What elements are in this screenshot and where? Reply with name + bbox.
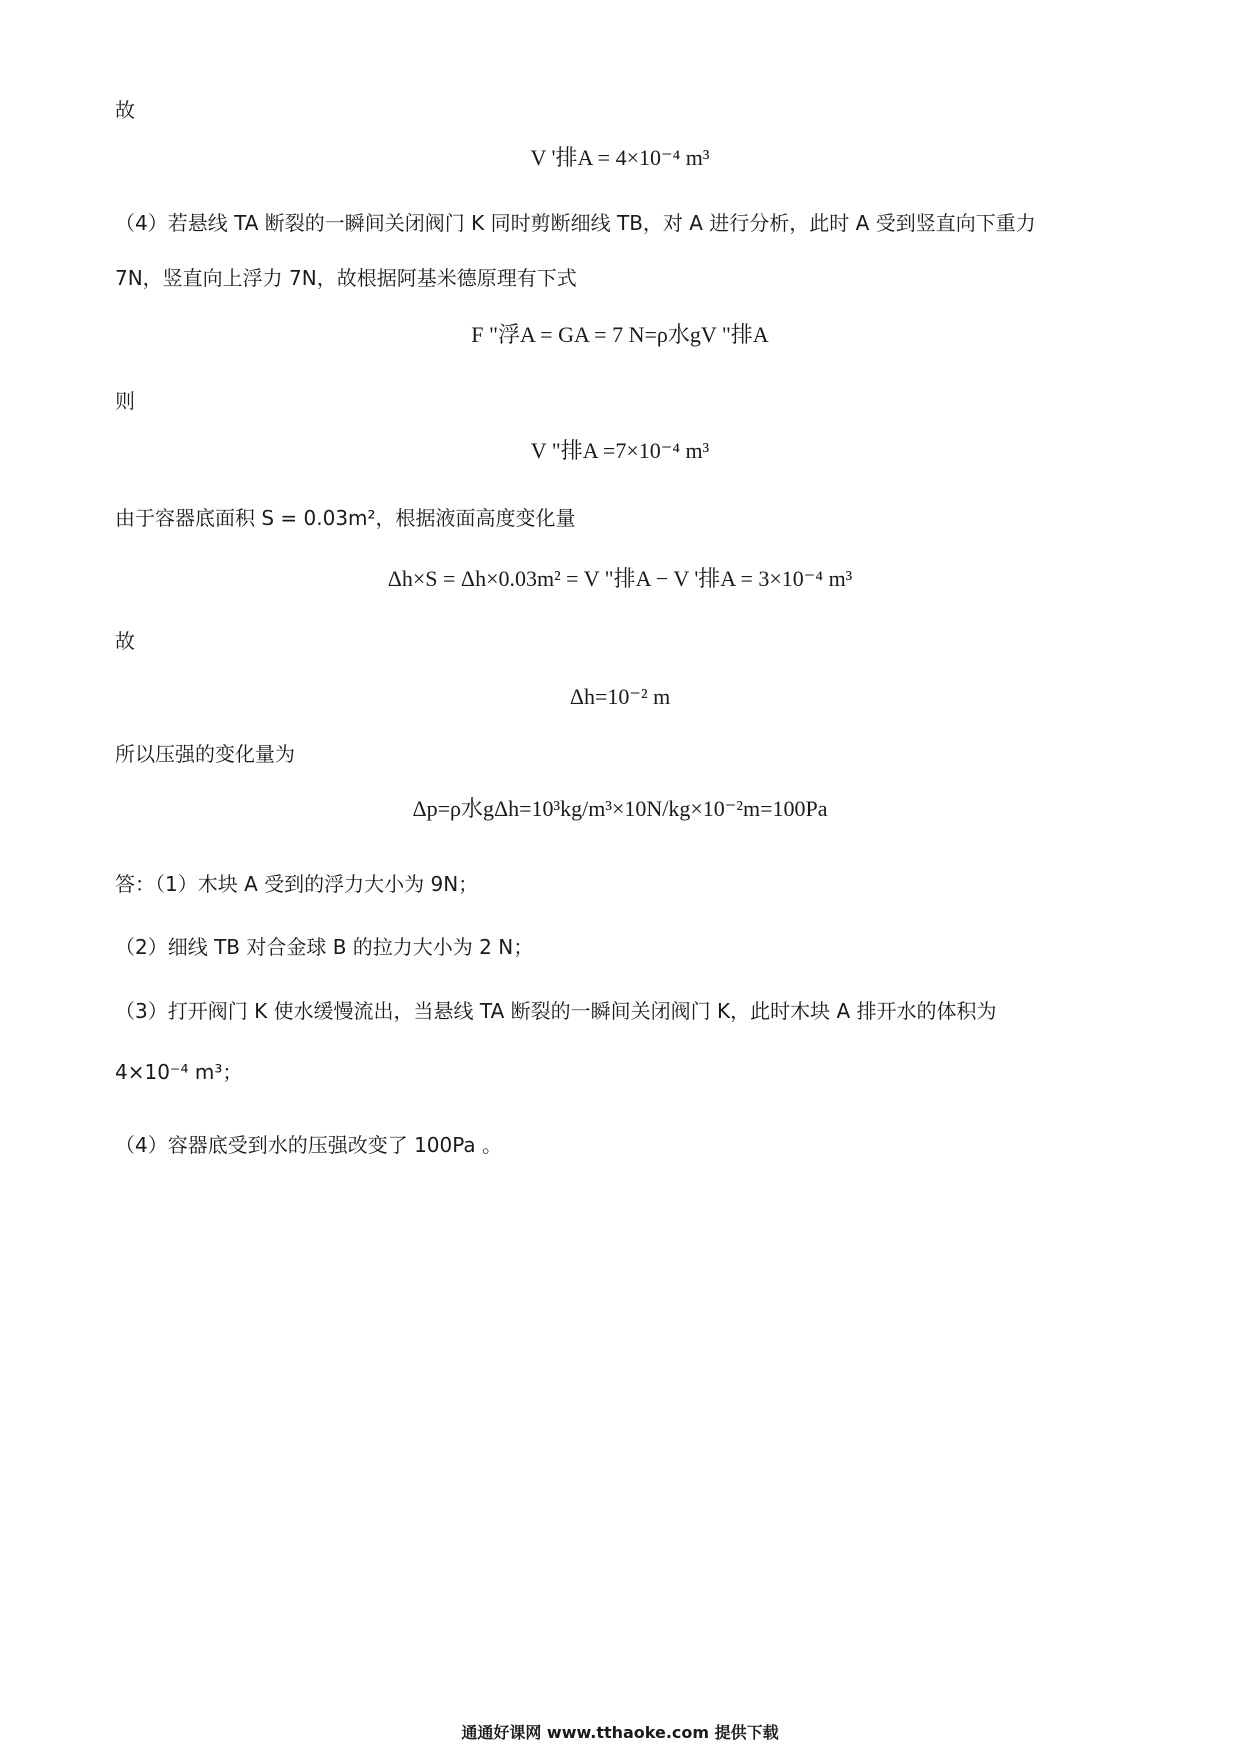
paragraph-line: 故	[115, 629, 135, 653]
paragraph-line: 7N，竖直向上浮力 7N，故根据阿基米德原理有下式	[115, 266, 577, 290]
formula: Δp=ρ水gΔh=10³kg/m³×10N/kg×10⁻²m=100Pa	[412, 796, 828, 821]
paragraph-line: 则	[115, 389, 135, 413]
formula: V "排A =7×10⁻⁴ m³	[530, 438, 710, 463]
paragraph-line: 所以压强的变化量为	[115, 742, 295, 766]
formula: F "浮A = GA = 7 N=ρ水gV "排A	[471, 322, 769, 347]
formula: Δh=10⁻² m	[569, 684, 671, 709]
formula: V '排A = 4×10⁻⁴ m³	[530, 145, 710, 170]
answer-line: （2）细线 TB 对合金球 B 的拉力大小为 2 N；	[115, 935, 534, 959]
answer-line: 答：（1）木块 A 受到的浮力大小为 9N；	[115, 872, 479, 896]
paragraph-line: （4）若悬线 TA 断裂的一瞬间关闭阀门 K 同时剪断细线 TB，对 A 进行分析，此时 A 受到竖直向下重力	[115, 211, 1036, 235]
answer-line: 4×10⁻⁴ m³；	[115, 1060, 243, 1084]
answer-line: （4）容器底受到水的压强改变了 100Pa 。	[115, 1133, 503, 1157]
paragraph-line: 故	[115, 98, 135, 122]
paragraph-line: 由于容器底面积 S = 0.03m²，根据液面高度变化量	[115, 506, 576, 530]
answer-line: （3）打开阀门 K 使水缓慢流出，当悬线 TA 断裂的一瞬间关闭阀门 K，此时木块 A 排开水的体积为	[115, 999, 997, 1023]
page-footer: 通通好课网 www.tthaoke.com 提供下载	[461, 1723, 779, 1742]
formula: Δh×S = Δh×0.03m² = V "排A − V '排A = 3×10⁻⁴ m³	[387, 566, 853, 591]
